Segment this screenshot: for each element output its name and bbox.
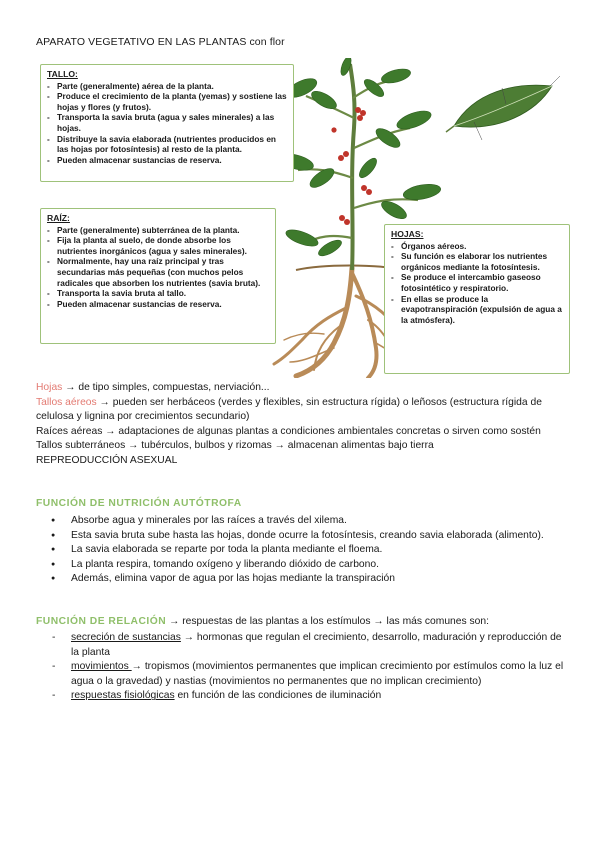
note-subterraneos: Tallos subterráneos → tubérculos, bulbos y rizomas → almacenan alimentas bajo tierra xyxy=(36,440,434,452)
plant-figure xyxy=(34,58,572,378)
nutricion-list xyxy=(36,514,568,587)
nutricion-item: ● Además, elimina vapor de agua por las hojas mediante la transpiración xyxy=(36,572,568,587)
raiz-item: - Pueden almacenar sustancias de reserva. xyxy=(47,299,269,310)
notes-block xyxy=(36,381,568,469)
relacion-heading: FUNCIÓN DE RELACIÓN xyxy=(36,616,167,627)
hojas-text: → de tipo simples, compuestas, nerviación... xyxy=(62,382,270,393)
relacion-text: en función de las condiciones de iluminación xyxy=(174,690,382,702)
hojas-heading: HOJAS: xyxy=(391,229,424,239)
nutricion-item: ● La planta respira, tomando oxígeno y liberando dióxido de carbono. xyxy=(36,558,568,573)
nutricion-item: ● Esta savia bruta sube hasta las hojas, donde ocurre la fotosíntesis, creando savia elaborada (alimento). xyxy=(36,529,568,544)
tallo-item: - Parte (generalmente) aérea de la planta. xyxy=(47,81,287,92)
tallo-box xyxy=(40,64,294,182)
nutricion-item: ● La savia elaborada se reparte por toda la planta mediante el floema. xyxy=(36,543,568,558)
nutricion-heading: FUNCIÓN DE NUTRICIÓN AUTÓTROFA xyxy=(36,498,242,509)
note-raices: Raíces aéreas → adaptaciones de algunas plantas a condiciones ambientales concretas o sirven como sostén xyxy=(36,425,541,437)
relacion-term: secreción de sustancias xyxy=(71,632,181,643)
relacion-term: movimientos xyxy=(71,661,132,673)
tallos-term: Tallos aéreos xyxy=(36,396,97,408)
relacion-text: → tropismos (movimientos permanentes que implican crecimiento por estímulos como la luz el agua o la gravedad) y nastias (movimientos no permanentes que no implican crecimiento) xyxy=(71,661,564,687)
hojas-item: - Su función es elaborar los nutrientes orgánicos mediante la fotosíntesis. xyxy=(391,251,563,272)
relacion-list xyxy=(36,631,568,704)
nutricion-item: ● Absorbe agua y minerales por las raíces a través del xilema. xyxy=(36,514,568,529)
raiz-item: - Fija la planta al suelo, de donde absorbe los nutrientes inorgánicos (agua y sales minerales). xyxy=(47,235,269,256)
tallo-item: - Pueden almacenar sustancias de reserva. xyxy=(47,155,287,166)
note-hojas xyxy=(36,381,568,396)
document-title: APARATO VEGETATIVO EN LAS PLANTAS con flor xyxy=(36,36,285,48)
hojas-item: - En ellas se produce la evapotranspiración (expulsión de agua a la atmósfera). xyxy=(391,294,563,326)
raiz-item: - Parte (generalmente) subterránea de la planta. xyxy=(47,225,269,236)
hojas-item: - Se produce el intercambio gaseoso fotosintético y respiratorio. xyxy=(391,272,563,293)
hojas-item: - Órganos aéreos. xyxy=(391,241,563,252)
relacion-term: respuestas fisiológicas xyxy=(71,690,175,702)
raiz-item: - Normalmente, hay una raíz principal y tras secundarias más pequeñas (con muchos pelos radicales que absorben los nutrientes (savia bruta). xyxy=(47,256,269,288)
raiz-heading: RAÍZ: xyxy=(47,213,70,223)
tallos-text: → pueden ser herbáceos (verdes y flexibles, sin estructura rígida) o leñosos (estructura rígida de celulosa y lignina por crecimientos secundario) xyxy=(36,396,542,423)
relacion-intro xyxy=(36,615,568,630)
note-reproduccion: REPREODUCCIÓN ASEXUAL xyxy=(36,454,178,466)
tallo-item: - Produce el crecimiento de la planta (yemas) y sostiene las hojas y flores (y frutos). xyxy=(47,91,287,112)
raiz-item: - Transporta la savia bruta al tallo. xyxy=(47,288,269,299)
relacion-text: → hormonas que regulan el crecimiento, desarrollo, maduración y reproducción de la planta xyxy=(71,632,562,658)
note-tallos xyxy=(36,396,568,425)
hojas-term: Hojas xyxy=(36,382,63,393)
hojas-box xyxy=(384,224,570,374)
relacion-intro-text: → respuestas de las plantas a los estímulos → las más comunes son: xyxy=(166,616,489,627)
relacion-item xyxy=(36,689,568,704)
tallo-item: - Distribuye la savia elaborada (nutrientes producidos en las hojas por fotosíntesis) al resto de la planta. xyxy=(47,134,287,155)
leaf-detail xyxy=(446,76,560,140)
tallo-item: - Transporta la savia bruta (agua y sales minerales) a las hojas. xyxy=(47,112,287,133)
relacion-item xyxy=(36,631,568,660)
relacion-item xyxy=(36,660,568,689)
raiz-box xyxy=(40,208,276,344)
tallo-heading: TALLO: xyxy=(47,69,78,79)
